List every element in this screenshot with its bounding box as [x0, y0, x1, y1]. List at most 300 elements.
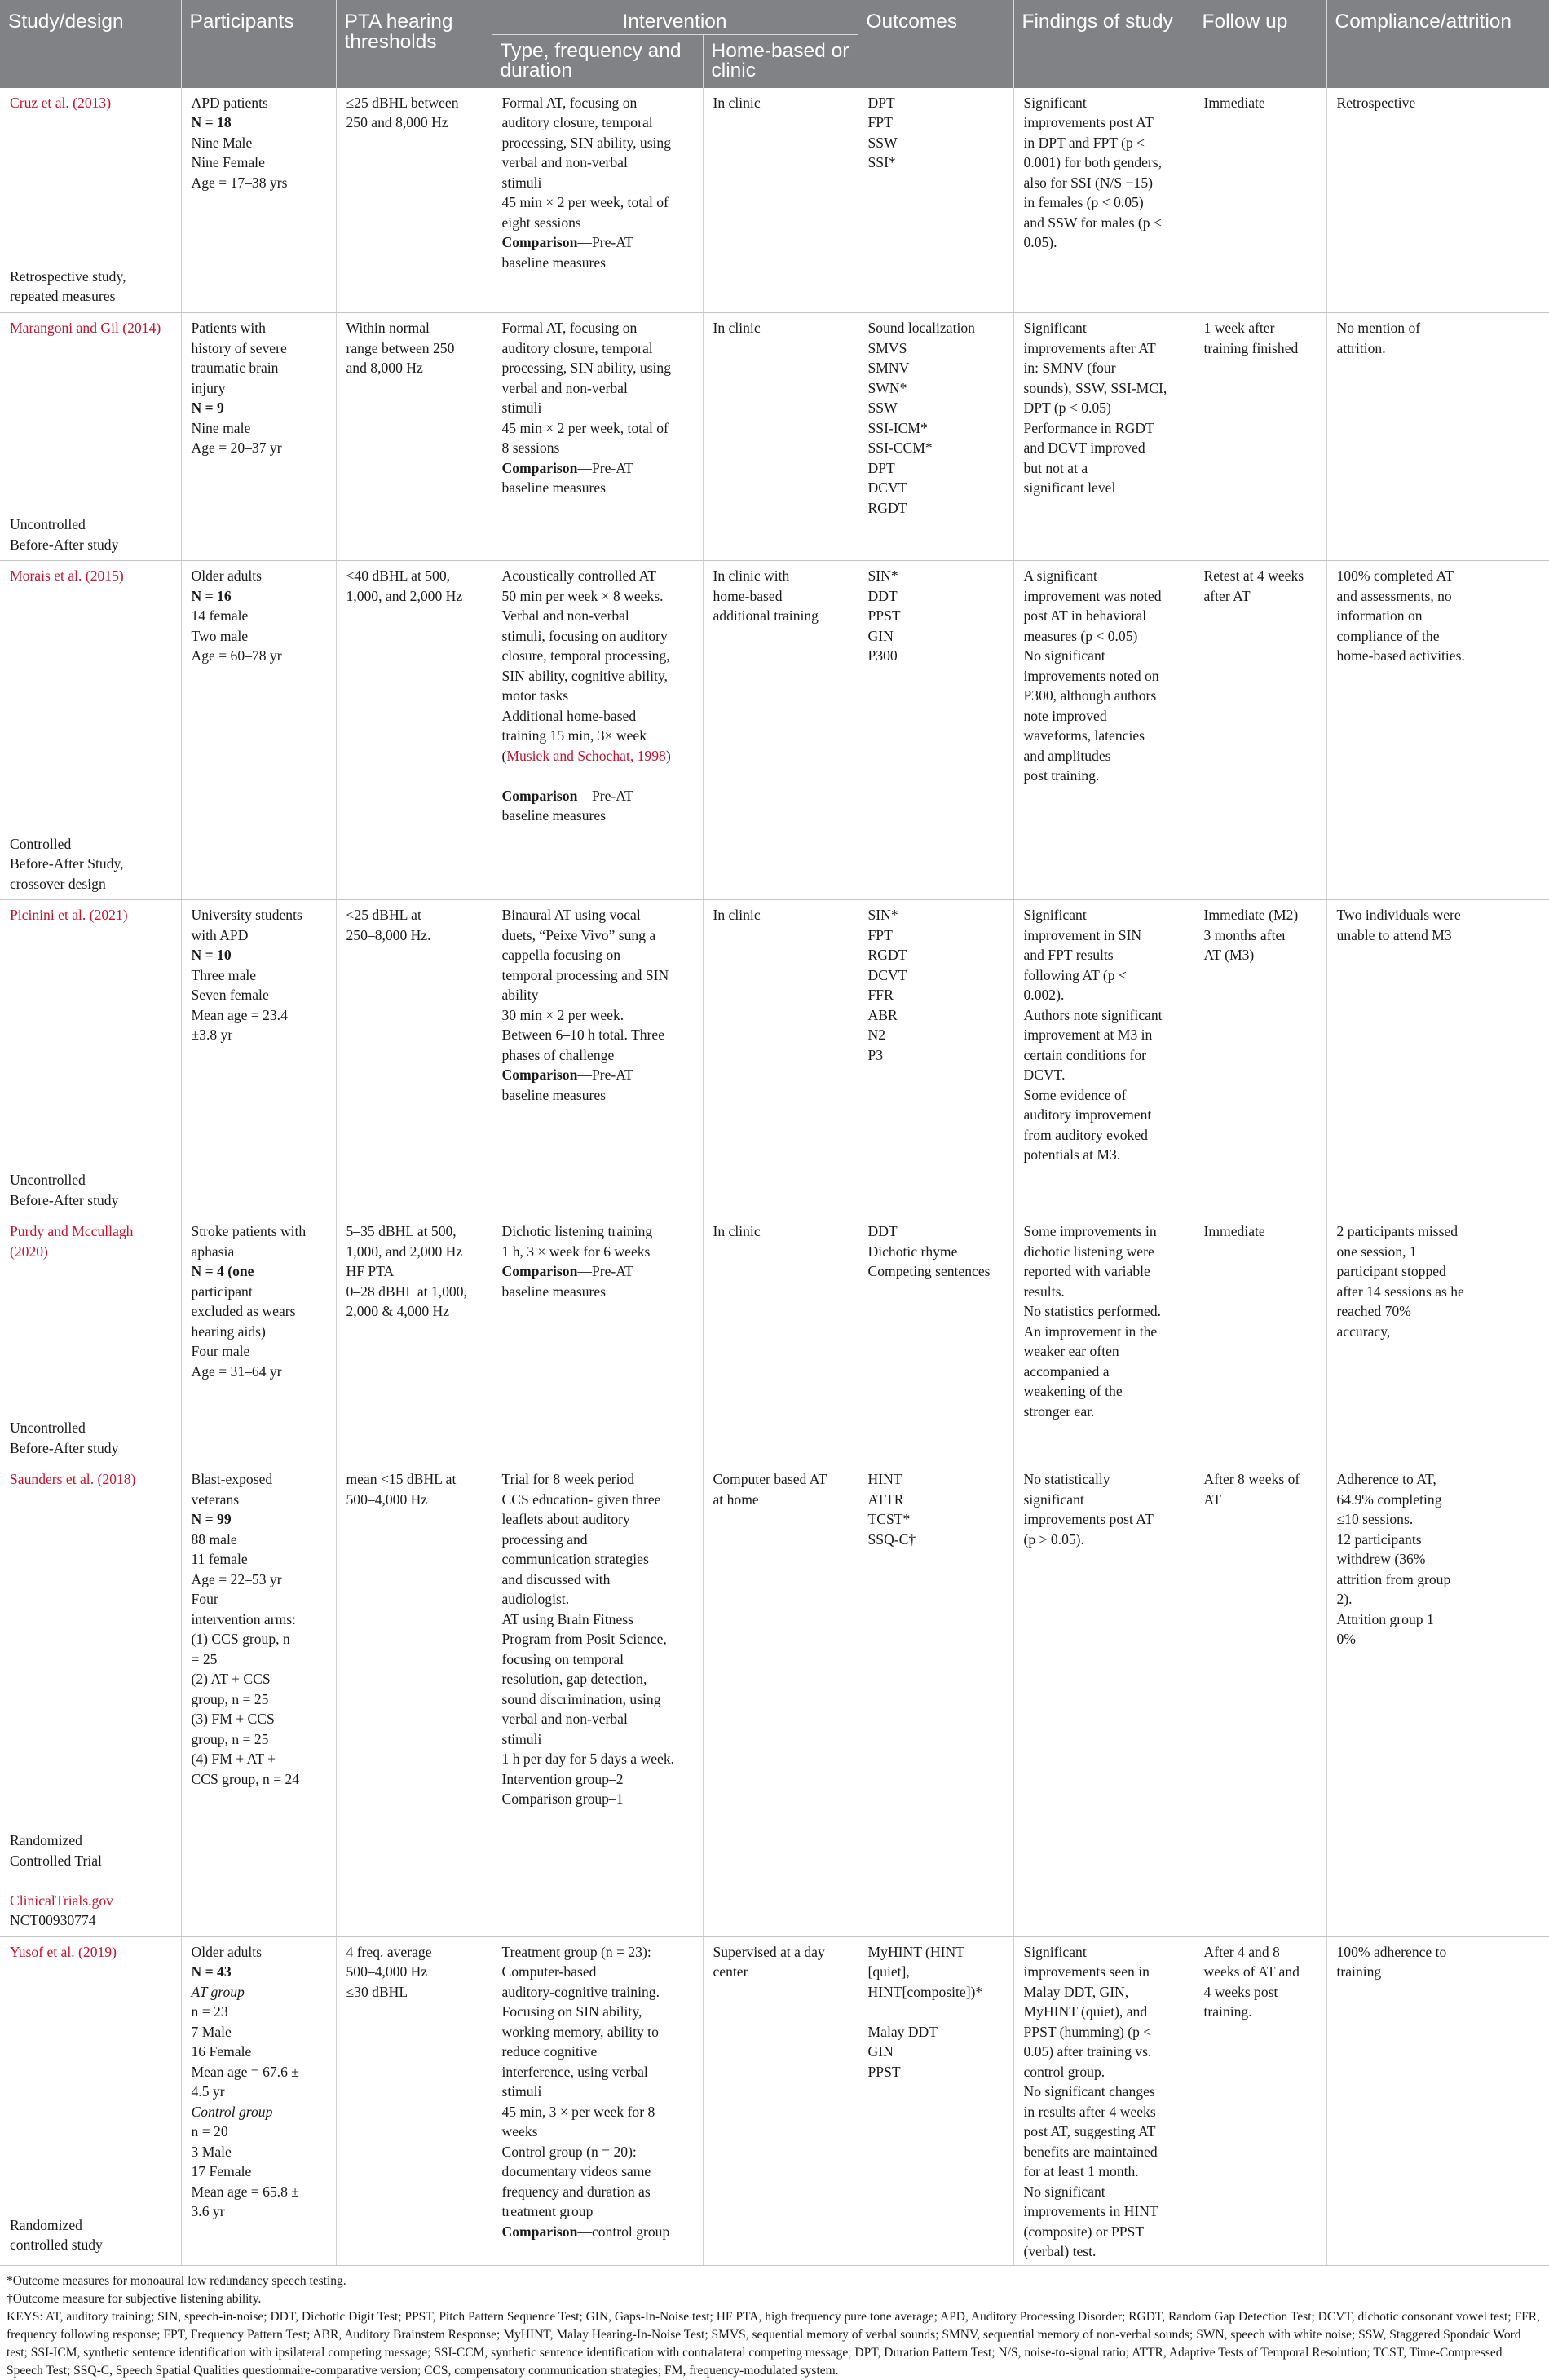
compliance-cell: [1326, 1216, 1549, 1464]
col-header-follow-up: Follow up: [1194, 0, 1326, 88]
comparison-label: Comparison: [501, 1066, 578, 1083]
cell-line: Adherence to AT,: [1336, 1471, 1436, 1487]
cell-line: ABR: [867, 1006, 898, 1023]
table-row: [0, 1936, 1549, 2265]
cell-line: motor tasks: [501, 687, 569, 704]
cell-line: 14 female: [191, 607, 249, 624]
cell-line: Within normal: [346, 320, 430, 336]
cell-line: N = 4 (one: [191, 1263, 254, 1279]
cell-line: treatment group: [501, 2203, 594, 2219]
cell-line: veterans: [191, 1490, 240, 1508]
cell-line: 50 min per week × 8 weeks.: [501, 587, 664, 604]
outcomes-cell: [858, 313, 1013, 561]
cell-line: N = 16: [191, 587, 232, 604]
cell-line: Significant: [1023, 907, 1087, 923]
cell-line: training.: [1203, 2003, 1252, 2020]
compliance-cell: [1326, 1936, 1549, 2265]
cell-line: improvements post AT: [1023, 1511, 1154, 1527]
cell-line: sounds), SSW, SSI-MCI,: [1023, 379, 1167, 396]
cell-line: 16 Female: [191, 2043, 252, 2060]
cell-line: improvements noted on: [1023, 667, 1159, 684]
cell-line: information on: [1336, 607, 1423, 624]
cell-line: accuracy,: [1336, 1322, 1391, 1340]
compliance-cell: [1326, 88, 1549, 313]
design-block: [10, 1418, 171, 1458]
cell-line: working memory, ability to: [501, 2023, 659, 2040]
intervention-cell: [492, 313, 703, 561]
cell-line: leaflets about auditory: [501, 1511, 630, 1527]
cell-line: stimuli: [501, 400, 542, 416]
cell-line: 8 sessions: [501, 439, 560, 456]
cell-line: Controlled: [10, 835, 72, 852]
cell-line: DPT (p < 0.05): [1023, 400, 1111, 416]
comparison-label: Comparison: [501, 787, 578, 804]
cell-line: traumatic brain: [191, 360, 279, 376]
cell-line: note improved: [1023, 707, 1107, 724]
cell-line: n = 23: [191, 2003, 228, 2020]
cell-line: reported with variable: [1023, 1263, 1150, 1279]
cell-line: eight sessions: [501, 214, 581, 231]
comparison-line: [502, 1261, 693, 1282]
design-block: [10, 514, 171, 554]
cell-line: Age = 60–78 yr: [191, 647, 282, 664]
cell-line: P300: [867, 647, 898, 664]
cell-line: 1 h per day for 5 days a week.: [501, 1751, 675, 1767]
col-header-study-design: Study/design: [0, 0, 181, 88]
cell-line: attrition.: [1336, 339, 1386, 356]
cell-line: Stroke patients with: [191, 1223, 307, 1239]
footnote-keys: KEYS: AT, auditory training; SIN, speech-in-noise; DDT, Dichotic Digit Test; PPST, Pitch Pattern Sequence Test; GIN, Gaps-In-Noise test; HF PTA, high frequency pure tone average; APD, Auditory Processing Disorder; RGDT, Random Gap Detection Test; DCVT, dichotic consonant vowel test; FFR, frequency following response; FPT, Frequency Pattern Test; ABR, Auditory Brainstem Response; MyHINT, Malay Hearing-In-Noise Test; SMVS, sequential memory of verbal sounds; SMNV, sequential memory of non-verbal sounds; SWN, speech with white noise; SSW, Staggered Spondaic Word test; SSI-ICM, synthetic sentence identification with ipsilateral competing message; SSI-CCM, synthetic sentence identification with contralateral competing message; DPT, Duration Pattern Test; N/S, noise-to-signal ratio; ATTR, Adaptive Tests of Temporal Resolution; TCST, Time-Compressed Speech Test; SSQ-C, Speech Spatial Qualities questionnaire-comparative version; CCS, compensatory communication strategies; FM, frequency-modulated system.: [7, 2309, 1540, 2378]
cell-line: Authors note significant: [1023, 1006, 1163, 1023]
cell-line: n = 20: [191, 2123, 228, 2139]
cell-line: Immediate (M2): [1203, 907, 1299, 923]
cell-line: significant level: [1023, 479, 1116, 496]
cell-line: in DPT and FPT (p <: [1023, 134, 1145, 151]
cell-line: After 4 and 8: [1203, 1943, 1280, 1960]
col-header-type-frequency-duration: Type, frequency and duration: [492, 34, 703, 88]
cell-line: post training.: [1023, 767, 1100, 784]
cell-line: Age = 31–64 yr: [191, 1362, 282, 1380]
findings-cell: [1013, 313, 1194, 561]
findings-cell: [1013, 1464, 1194, 1813]
cell-line: Malay DDT, GIN,: [1023, 1983, 1129, 2000]
cell-line: verbal and non-verbal: [501, 1711, 628, 1727]
cell-line: (verbal) test.: [1023, 2243, 1097, 2259]
pta-cell: [336, 1216, 492, 1464]
cell-line: Intervention group–2: [501, 1770, 624, 1787]
cell-line: history of severe: [191, 339, 287, 356]
setting-cell: [703, 561, 858, 900]
compliance-cell: [1326, 1464, 1549, 1813]
comparison-line: [502, 458, 693, 479]
reference-block: [10, 1221, 171, 1261]
cell-line: In clinic: [713, 907, 761, 923]
cell-line: verbal and non-verbal: [501, 379, 628, 396]
cell-line: Mean age = 65.8 ±: [191, 2183, 299, 2200]
cell-line: GIN: [867, 2043, 894, 2060]
cell-line: Significant: [1023, 1943, 1087, 1960]
cell-line: auditory closure, temporal: [501, 339, 653, 356]
cell-line: at home: [713, 1490, 759, 1508]
cell-line: improvement was noted: [1023, 587, 1162, 604]
cell-line: 250–8,000 Hz.: [346, 926, 431, 943]
follow-up-cell: [1194, 1936, 1326, 2265]
cell-line: 1,000, and 2,000 Hz: [346, 1243, 463, 1260]
cell-line: participant stopped: [1336, 1263, 1446, 1279]
cell-line: after 14 sessions as he: [1336, 1283, 1464, 1300]
cell-line: 250 and 8,000 Hz: [346, 114, 448, 130]
cell-line: No significant changes: [1023, 2083, 1155, 2100]
cell-line: excluded as wears: [191, 1303, 296, 1319]
study-design-cell: [0, 313, 181, 561]
registry-id: NCT00930774: [10, 1912, 96, 1928]
cell-line: PPST: [867, 607, 901, 624]
comparison-value: —Pre-AT: [577, 1263, 633, 1279]
cell-line: weaker ear often: [1023, 1343, 1119, 1359]
cell-line: SIN ability, cognitive ability,: [501, 667, 668, 684]
compliance-cell: [1326, 1813, 1549, 1936]
cell-line: ≤10 sessions.: [1336, 1511, 1414, 1527]
intervention-cell: [492, 88, 703, 313]
cell-line: (composite) or PPST: [1023, 2223, 1145, 2240]
comparison-value-2: baseline measures: [501, 479, 607, 496]
reference-link[interactable]: Cruz et al. (2013): [10, 94, 112, 111]
cell-line: SSI-ICM*: [867, 419, 928, 436]
cell-line: participant: [191, 1283, 253, 1300]
cell-line: unable to attend M3: [1336, 926, 1452, 943]
cell-line: compliance of the: [1336, 627, 1440, 644]
cell-line: Program from Posit Science,: [501, 1631, 667, 1647]
follow-up-cell: [1194, 1813, 1326, 1936]
study-design-stack: [10, 1942, 171, 2255]
table-body: [0, 88, 1549, 2266]
cell-line: and amplitudes: [1023, 747, 1111, 764]
cell-line: Formal AT, focusing on: [501, 320, 638, 336]
study-design-cell: [0, 1936, 181, 2265]
cell-line: focusing on temporal: [501, 1650, 624, 1667]
cell-line: and SSW for males (p <: [1023, 214, 1162, 231]
reference-link[interactable]: Yusof et al. (2019): [10, 1943, 117, 1960]
cell-line: range between 250: [346, 339, 455, 356]
cell-line: GIN: [867, 627, 894, 644]
cell-line: Randomized: [10, 2216, 82, 2233]
cell-line: FPT: [867, 926, 893, 943]
cell-line: Age = 17–38 yrs: [191, 174, 288, 191]
cell-line: Focusing on SIN ability,: [501, 2003, 642, 2020]
col-header-pta: PTA hearing thresholds: [336, 0, 492, 88]
cell-line: auditory improvement: [1023, 1106, 1152, 1123]
cell-line: AT: [1203, 1490, 1222, 1508]
cell-line: Computer based AT: [713, 1471, 827, 1487]
cell-line: Binaural AT using vocal: [501, 907, 641, 923]
pta-cell: [336, 88, 492, 313]
follow-up-cell: [1194, 313, 1326, 561]
cell-line: DDT: [867, 587, 898, 604]
compliance-cell: [1326, 900, 1549, 1216]
table-footnotes: [0, 2266, 1549, 2380]
reference-link[interactable]: Picinini et al. (2021): [10, 907, 128, 923]
cell-line: ≤25 dBHL between: [346, 94, 459, 111]
design-block: [10, 834, 171, 894]
cell-line: Immediate: [1203, 94, 1265, 111]
pta-cell: [336, 313, 492, 561]
outcomes-cell: [858, 88, 1013, 313]
cell-line: Sound localization: [867, 320, 975, 336]
findings-cell: [1013, 88, 1194, 313]
intervention-cell: [492, 900, 703, 1216]
table-row: [0, 1813, 1549, 1936]
cell-line: [quiet],: [867, 1963, 910, 1980]
participants-cell: [181, 88, 336, 313]
col-header-participants: Participants: [181, 0, 336, 88]
cell-line: ±3.8 yr: [191, 1027, 233, 1043]
cell-line: HF PTA: [346, 1263, 395, 1279]
reference-link[interactable]: Purdy and Mccullagh (2020): [10, 1223, 134, 1260]
cell-line: 2).: [1336, 1591, 1353, 1607]
cell-line: University students: [191, 907, 302, 923]
reference-link[interactable]: Saunders et al. (2018): [10, 1471, 136, 1487]
cell-line: post AT in behavioral: [1023, 607, 1147, 624]
cell-line: Control group: [191, 2103, 273, 2120]
cell-line: processing, SIN ability, using: [501, 360, 672, 376]
cell-line: DDT: [867, 1223, 898, 1239]
cell-line: Additional home-based: [501, 707, 637, 724]
cell-line: Significant: [1023, 94, 1087, 111]
cell-line: N = 9: [191, 400, 224, 416]
cell-line: MyHINT (quiet), and: [1023, 2003, 1148, 2020]
cell-line: Older adults: [191, 1943, 262, 1960]
cell-line: SWN*: [867, 379, 907, 396]
cell-line: but not at a: [1023, 459, 1088, 476]
cell-line: Uncontrolled: [10, 516, 86, 532]
cell-line: SSW: [867, 400, 898, 416]
cell-line: Verbal and non-verbal: [501, 607, 629, 624]
reference-block: [10, 1942, 171, 1963]
table-row: [0, 561, 1549, 900]
cell-line: Acoustically controlled AT: [501, 567, 657, 584]
registry-link[interactable]: ClinicalTrials.gov: [10, 1892, 113, 1909]
cell-line: After 8 weeks of: [1203, 1471, 1300, 1487]
participants-cell: [181, 313, 336, 561]
cell-line: Treatment group (n = 23):: [501, 1943, 651, 1960]
cell-line: PPST (humming) (p <: [1023, 2023, 1152, 2040]
follow-up-cell: [1194, 900, 1326, 1216]
footnote-star: *Outcome measures for monoaural low redundancy speech testing.: [7, 2273, 346, 2288]
cell-line: training 15 min, 3× week: [501, 727, 647, 744]
cell-line: CCS group, n = 24: [191, 1770, 300, 1787]
cell-line: PPST: [867, 2063, 901, 2080]
participants-cell: [181, 900, 336, 1216]
cell-line: RGDT: [867, 499, 907, 516]
cell-line: 0.002).: [1023, 987, 1065, 1003]
cell-line: stronger ear.: [1023, 1402, 1095, 1420]
reference-link[interactable]: Marangoni and Gil (2014): [10, 320, 161, 336]
cell-line: N = 18: [191, 114, 232, 130]
cell-line: Nine Male: [191, 134, 253, 151]
setting-cell: [703, 1464, 858, 1813]
col-header-outcomes: Outcomes: [858, 0, 1013, 88]
setting-cell: [703, 88, 858, 313]
cell-line: in results after 4 weeks: [1023, 2103, 1156, 2120]
intervention-cell: [492, 561, 703, 900]
cell-line: Malay DDT: [867, 2023, 938, 2040]
comparison-value-2: baseline measures: [501, 254, 607, 271]
cell-line: Controlled Trial: [10, 1852, 102, 1869]
cell-line: also for SSI (N/S −15): [1023, 174, 1153, 191]
cell-line: In clinic: [713, 1223, 761, 1239]
cell-line: APD patients: [191, 94, 268, 111]
reference-block: [10, 566, 171, 586]
cell-line: AT using Brain Fitness: [501, 1610, 633, 1627]
cell-line: <25 dBHL at: [346, 907, 421, 923]
cell-line: SSQ-C†: [867, 1530, 916, 1548]
cell-line: frequency and duration as: [501, 2183, 651, 2200]
cell-line: dichotic listening were: [1023, 1243, 1154, 1260]
cell-line: In clinic: [713, 94, 761, 111]
cell-line: DCVT: [867, 479, 907, 496]
study-design-stack: [10, 905, 171, 1210]
cell-line: No statistically: [1023, 1471, 1110, 1487]
cell-line: Comparison group–1: [501, 1791, 624, 1807]
cell-line: Control group (n = 20):: [501, 2143, 637, 2160]
intervention-reference-link[interactable]: Musiek and Schochat, 1998: [506, 747, 666, 764]
cell-line: post AT, suggesting AT: [1023, 2123, 1156, 2139]
cell-line: FFR: [867, 987, 894, 1003]
cell-line: stimuli: [501, 1730, 542, 1747]
cell-line: In clinic: [713, 320, 761, 336]
cell-line: SSI*: [867, 154, 896, 170]
cell-line: HINT: [867, 1471, 902, 1487]
pta-cell: [336, 561, 492, 900]
cell-line: additional training: [713, 607, 819, 624]
cell-line: after AT: [1203, 587, 1251, 604]
outcomes-cell: [858, 1464, 1013, 1813]
follow-up-cell: [1194, 88, 1326, 313]
cell-line: Seven female: [191, 987, 269, 1003]
cell-line: resolution, gap detection,: [501, 1671, 647, 1687]
cell-line: 45 min × 2 per week, total of: [501, 419, 669, 436]
cell-line: following AT (p <: [1023, 966, 1127, 983]
cell-line: in: SMNV (four: [1023, 360, 1116, 376]
reference-link[interactable]: Morais et al. (2015): [10, 567, 124, 584]
cell-line: Dichotic rhyme: [867, 1243, 958, 1260]
cell-line: control group.: [1023, 2063, 1105, 2080]
cell-line: N2: [867, 1027, 886, 1043]
pta-cell: [336, 900, 492, 1216]
pta-cell: [336, 1464, 492, 1813]
cell-line: Trial for 8 week period: [501, 1471, 635, 1487]
cell-line: Patients with: [191, 320, 266, 336]
cell-line: Blast-exposed: [191, 1471, 273, 1487]
cell-line: Immediate: [1203, 1223, 1265, 1239]
cell-line: SIN*: [867, 567, 898, 584]
cell-line: measures (p < 0.05): [1023, 627, 1138, 644]
cell-line: Three male: [191, 966, 257, 983]
cell-line: Some evidence of: [1023, 1086, 1127, 1103]
cell-line: Before-After Study,: [10, 855, 124, 872]
setting-cell: [703, 1936, 858, 2265]
cell-line: sound discrimination, using: [501, 1690, 661, 1707]
cell-line: ability: [501, 987, 539, 1003]
cell-line: An improvement in the: [1023, 1322, 1158, 1340]
cell-line: ≤30 dBHL: [346, 1983, 408, 2000]
cell-line: 0.05) after training vs.: [1023, 2043, 1152, 2060]
reference-block: [10, 1469, 171, 1490]
cell-line: 30 min × 2 per week.: [501, 1006, 624, 1023]
cell-line: intervention arms:: [191, 1610, 296, 1627]
cell-line: center: [713, 1963, 748, 1980]
cell-line: Between 6–10 h total. Three: [501, 1027, 665, 1043]
cell-line: Before-After study: [10, 536, 119, 553]
cell-line: A significant: [1023, 567, 1097, 584]
cell-line: 100% adherence to: [1336, 1943, 1447, 1960]
cell-line: 4 freq. average: [346, 1943, 432, 1960]
outcomes-cell: [858, 1813, 1013, 1936]
study-design-stack: [10, 1469, 171, 1740]
footnote-dagger: †Outcome measure for subjective listening ability.: [7, 2291, 262, 2306]
comparison-label: Comparison: [501, 459, 578, 476]
cell-line: improvements in HINT: [1023, 2203, 1158, 2219]
cell-line: Supervised at a day: [713, 1943, 825, 1960]
cell-line: 500–4,000 Hz: [346, 1963, 428, 1980]
cell-line: improvement at M3 in: [1023, 1027, 1153, 1043]
comparison-value: —Pre-AT: [577, 787, 633, 804]
cell-line: Retrospective study,: [10, 267, 126, 285]
cell-line: stimuli, focusing on auditory: [501, 627, 668, 644]
comparison-value-2: baseline measures: [501, 1283, 607, 1300]
comparison-label: Comparison: [501, 1263, 578, 1279]
comparison-label: Comparison: [501, 234, 578, 250]
col-header-home-or-clinic: Home-based or clinic: [703, 34, 858, 88]
cell-line: 64.9% completing: [1336, 1490, 1442, 1508]
cell-line: home-based: [713, 587, 783, 604]
cell-line: Formal AT, focusing on: [501, 94, 638, 111]
cell-line: reached 70%: [1336, 1303, 1411, 1319]
cell-line: Before-After study: [10, 1191, 119, 1208]
spacer: [502, 766, 693, 786]
cell-line: <40 dBHL at 500,: [346, 567, 451, 584]
findings-cell: [1013, 1813, 1194, 1936]
cell-line: closure, temporal processing,: [501, 647, 670, 664]
cell-line: HINT[composite])*: [867, 1983, 983, 2000]
cell-line: In clinic with: [713, 567, 790, 584]
cell-line: 5–35 dBHL at 500,: [346, 1223, 457, 1239]
cell-line: group, n = 25: [191, 1690, 269, 1707]
participants-cell: [181, 1813, 336, 1936]
table-row: [0, 313, 1549, 561]
cell-line: RGDT: [867, 947, 907, 963]
cell-line: and assessments, no: [1336, 587, 1452, 604]
intervention-cell: [492, 1936, 703, 2265]
cell-line: documentary videos same: [501, 2163, 651, 2179]
study-design-cell: [0, 1813, 181, 1936]
cell-line: weakening of the: [1023, 1383, 1123, 1399]
cell-line: Some improvements in: [1023, 1223, 1157, 1239]
cell-line: (2) AT + CCS: [191, 1671, 271, 1687]
cell-line: No significant: [1023, 2183, 1105, 2200]
cell-line: FPT: [867, 114, 893, 130]
cell-line: Before-After study: [10, 1439, 119, 1456]
cell-line: (3) FM + CCS: [191, 1711, 275, 1727]
cell-line: Four male: [191, 1343, 250, 1359]
intervention-cell: [492, 1464, 703, 1813]
comparison-value: —Pre-AT: [577, 459, 633, 476]
cell-line: Mean age = 23.4: [191, 1006, 288, 1023]
cell-line: processing, SIN ability, using: [501, 134, 672, 151]
participants-cell: [181, 1464, 336, 1813]
cell-line: MyHINT (HINT: [867, 1943, 964, 1960]
cell-line: and discussed with: [501, 1570, 611, 1587]
